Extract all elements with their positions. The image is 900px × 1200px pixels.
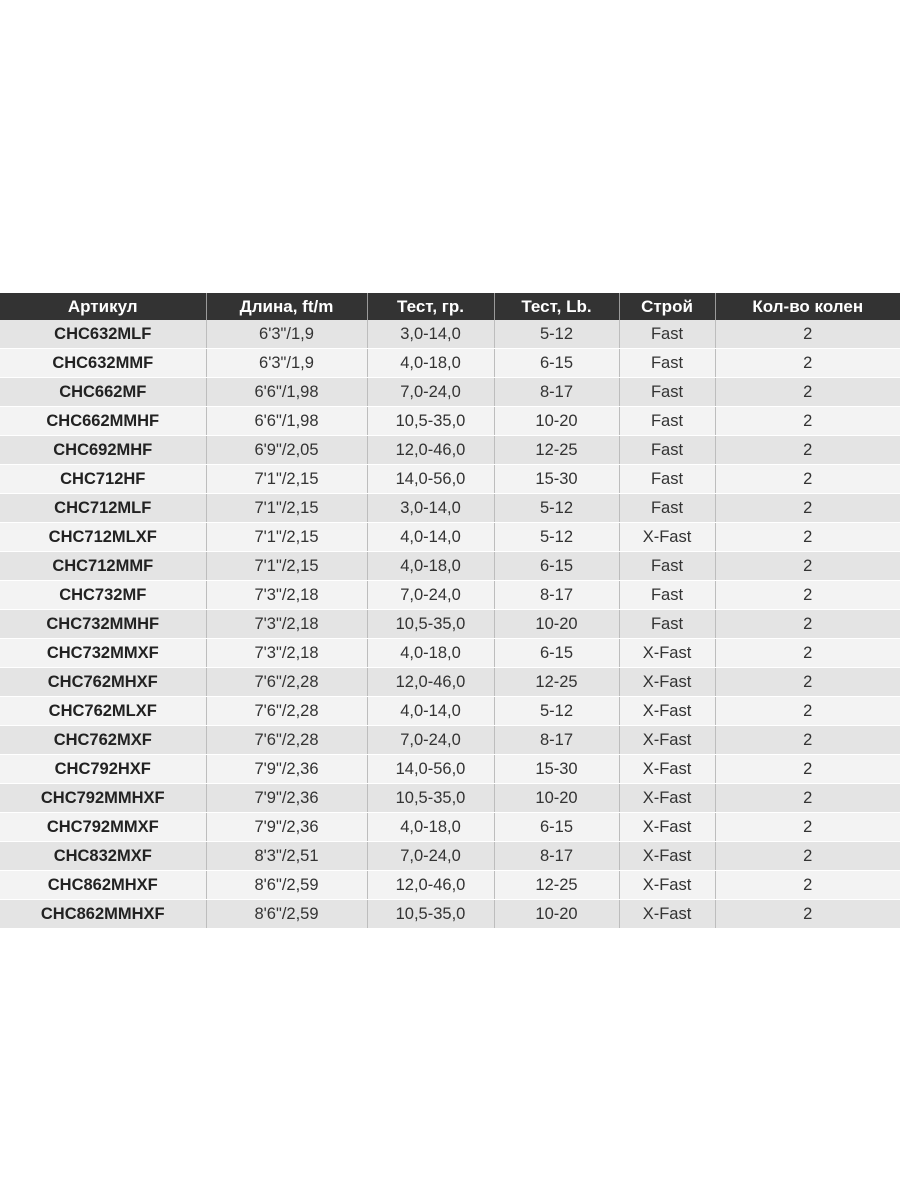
cell-test-grams: 10,5-35,0 — [367, 610, 494, 639]
cell-sections: 2 — [715, 407, 900, 436]
table-row — [0, 697, 900, 726]
cell-sections: 2 — [715, 668, 900, 697]
cell-action: X-Fast — [619, 523, 715, 552]
cell-action: Fast — [619, 349, 715, 378]
cell-sections: 2 — [715, 842, 900, 871]
cell-article: CHC832MXF — [0, 842, 206, 871]
table-row — [0, 465, 900, 494]
cell-test-lb: 5-12 — [494, 523, 619, 552]
cell-length: 8'3"/2,51 — [206, 842, 367, 871]
cell-action: X-Fast — [619, 639, 715, 668]
cell-sections: 2 — [715, 523, 900, 552]
header-action: Строй — [619, 293, 715, 320]
cell-test-grams: 7,0-24,0 — [367, 581, 494, 610]
cell-action: Fast — [619, 465, 715, 494]
cell-article: CHC732MMHF — [0, 610, 206, 639]
cell-test-lb: 15-30 — [494, 755, 619, 784]
table-row — [0, 784, 900, 813]
header-sections: Кол-во колен — [715, 293, 900, 320]
cell-length: 6'9"/2,05 — [206, 436, 367, 465]
cell-sections: 2 — [715, 755, 900, 784]
cell-action: X-Fast — [619, 813, 715, 842]
cell-sections: 2 — [715, 697, 900, 726]
cell-article: CHC862MMHXF — [0, 900, 206, 929]
cell-test-lb: 10-20 — [494, 407, 619, 436]
cell-article: CHC762MHXF — [0, 668, 206, 697]
cell-test-lb: 5-12 — [494, 494, 619, 523]
cell-test-grams: 4,0-14,0 — [367, 523, 494, 552]
table-row — [0, 378, 900, 407]
cell-length: 7'1"/2,15 — [206, 552, 367, 581]
cell-length: 6'6"/1,98 — [206, 407, 367, 436]
cell-action: Fast — [619, 407, 715, 436]
cell-test-grams: 14,0-56,0 — [367, 465, 494, 494]
table-body — [0, 320, 900, 929]
table-row — [0, 610, 900, 639]
cell-length: 7'9"/2,36 — [206, 784, 367, 813]
cell-length: 7'1"/2,15 — [206, 465, 367, 494]
cell-sections: 2 — [715, 552, 900, 581]
cell-article: CHC862MHXF — [0, 871, 206, 900]
cell-test-lb: 5-12 — [494, 697, 619, 726]
header-length: Длина, ft/m — [206, 293, 367, 320]
cell-sections: 2 — [715, 726, 900, 755]
cell-article: CHC792MMXF — [0, 813, 206, 842]
cell-action: Fast — [619, 320, 715, 349]
cell-article: CHC762MXF — [0, 726, 206, 755]
cell-test-grams: 4,0-18,0 — [367, 552, 494, 581]
cell-length: 6'3"/1,9 — [206, 349, 367, 378]
header-test-lb: Тест, Lb. — [494, 293, 619, 320]
cell-test-grams: 4,0-18,0 — [367, 639, 494, 668]
cell-test-grams: 10,5-35,0 — [367, 900, 494, 929]
cell-article: CHC662MF — [0, 378, 206, 407]
table-row — [0, 755, 900, 784]
cell-article: CHC792HXF — [0, 755, 206, 784]
cell-action: X-Fast — [619, 900, 715, 929]
cell-test-lb: 12-25 — [494, 871, 619, 900]
cell-action: X-Fast — [619, 842, 715, 871]
cell-test-lb: 6-15 — [494, 552, 619, 581]
cell-test-grams: 12,0-46,0 — [367, 871, 494, 900]
cell-length: 7'6"/2,28 — [206, 697, 367, 726]
cell-sections: 2 — [715, 639, 900, 668]
cell-test-grams: 10,5-35,0 — [367, 407, 494, 436]
table-row — [0, 871, 900, 900]
cell-sections: 2 — [715, 610, 900, 639]
cell-article: CHC712HF — [0, 465, 206, 494]
cell-test-grams: 12,0-46,0 — [367, 668, 494, 697]
header-article: Артикул — [0, 293, 206, 320]
cell-action: X-Fast — [619, 755, 715, 784]
cell-sections: 2 — [715, 436, 900, 465]
cell-test-grams: 3,0-14,0 — [367, 320, 494, 349]
cell-action: X-Fast — [619, 697, 715, 726]
header-test-grams: Тест, гр. — [367, 293, 494, 320]
cell-action: X-Fast — [619, 668, 715, 697]
cell-sections: 2 — [715, 813, 900, 842]
cell-test-lb: 6-15 — [494, 813, 619, 842]
rod-specs-table — [0, 293, 900, 929]
cell-test-grams: 4,0-18,0 — [367, 349, 494, 378]
cell-sections: 2 — [715, 378, 900, 407]
cell-article: CHC712MLF — [0, 494, 206, 523]
cell-sections: 2 — [715, 494, 900, 523]
cell-test-lb: 8-17 — [494, 726, 619, 755]
cell-test-lb: 10-20 — [494, 784, 619, 813]
table-row — [0, 494, 900, 523]
cell-test-grams: 10,5-35,0 — [367, 784, 494, 813]
cell-article: CHC792MMHXF — [0, 784, 206, 813]
cell-test-grams: 4,0-18,0 — [367, 813, 494, 842]
cell-test-grams: 12,0-46,0 — [367, 436, 494, 465]
cell-sections: 2 — [715, 581, 900, 610]
cell-sections: 2 — [715, 465, 900, 494]
cell-length: 6'3"/1,9 — [206, 320, 367, 349]
cell-length: 7'3"/2,18 — [206, 581, 367, 610]
cell-length: 7'6"/2,28 — [206, 726, 367, 755]
cell-test-lb: 8-17 — [494, 842, 619, 871]
cell-length: 7'6"/2,28 — [206, 668, 367, 697]
cell-sections: 2 — [715, 320, 900, 349]
table-row — [0, 726, 900, 755]
cell-action: Fast — [619, 494, 715, 523]
cell-length: 8'6"/2,59 — [206, 871, 367, 900]
cell-test-grams: 14,0-56,0 — [367, 755, 494, 784]
cell-test-lb: 6-15 — [494, 639, 619, 668]
cell-test-lb: 12-25 — [494, 436, 619, 465]
table-row — [0, 407, 900, 436]
cell-test-grams: 7,0-24,0 — [367, 726, 494, 755]
cell-article: CHC662MMHF — [0, 407, 206, 436]
cell-action: Fast — [619, 581, 715, 610]
cell-article: CHC732MF — [0, 581, 206, 610]
cell-article: CHC732MMXF — [0, 639, 206, 668]
cell-action: X-Fast — [619, 871, 715, 900]
cell-test-lb: 10-20 — [494, 900, 619, 929]
cell-article: CHC712MLXF — [0, 523, 206, 552]
table-row — [0, 349, 900, 378]
cell-sections: 2 — [715, 900, 900, 929]
table-row — [0, 552, 900, 581]
cell-article: CHC692MHF — [0, 436, 206, 465]
cell-action: Fast — [619, 610, 715, 639]
table-row — [0, 668, 900, 697]
cell-sections: 2 — [715, 349, 900, 378]
cell-length: 8'6"/2,59 — [206, 900, 367, 929]
cell-length: 7'3"/2,18 — [206, 610, 367, 639]
cell-test-lb: 6-15 — [494, 349, 619, 378]
cell-length: 7'9"/2,36 — [206, 813, 367, 842]
cell-test-grams: 7,0-24,0 — [367, 378, 494, 407]
header-row — [0, 293, 900, 320]
cell-test-lb: 10-20 — [494, 610, 619, 639]
table-row — [0, 581, 900, 610]
table-row — [0, 813, 900, 842]
cell-length: 6'6"/1,98 — [206, 378, 367, 407]
table-row — [0, 436, 900, 465]
cell-test-grams: 7,0-24,0 — [367, 842, 494, 871]
cell-test-lb: 8-17 — [494, 378, 619, 407]
cell-length: 7'9"/2,36 — [206, 755, 367, 784]
cell-sections: 2 — [715, 871, 900, 900]
cell-test-lb: 15-30 — [494, 465, 619, 494]
cell-sections: 2 — [715, 784, 900, 813]
cell-length: 7'1"/2,15 — [206, 494, 367, 523]
table-row — [0, 320, 900, 349]
cell-test-lb: 12-25 — [494, 668, 619, 697]
cell-test-grams: 3,0-14,0 — [367, 494, 494, 523]
cell-action: Fast — [619, 552, 715, 581]
table-row — [0, 842, 900, 871]
cell-action: Fast — [619, 436, 715, 465]
cell-action: X-Fast — [619, 726, 715, 755]
table-header — [0, 293, 900, 320]
table-row — [0, 523, 900, 552]
cell-test-grams: 4,0-14,0 — [367, 697, 494, 726]
cell-test-lb: 8-17 — [494, 581, 619, 610]
cell-action: Fast — [619, 378, 715, 407]
cell-length: 7'1"/2,15 — [206, 523, 367, 552]
table-row — [0, 639, 900, 668]
cell-article: CHC632MLF — [0, 320, 206, 349]
cell-article: CHC632MMF — [0, 349, 206, 378]
cell-length: 7'3"/2,18 — [206, 639, 367, 668]
table-row — [0, 900, 900, 929]
cell-test-lb: 5-12 — [494, 320, 619, 349]
cell-action: X-Fast — [619, 784, 715, 813]
cell-article: CHC762MLXF — [0, 697, 206, 726]
cell-article: CHC712MMF — [0, 552, 206, 581]
